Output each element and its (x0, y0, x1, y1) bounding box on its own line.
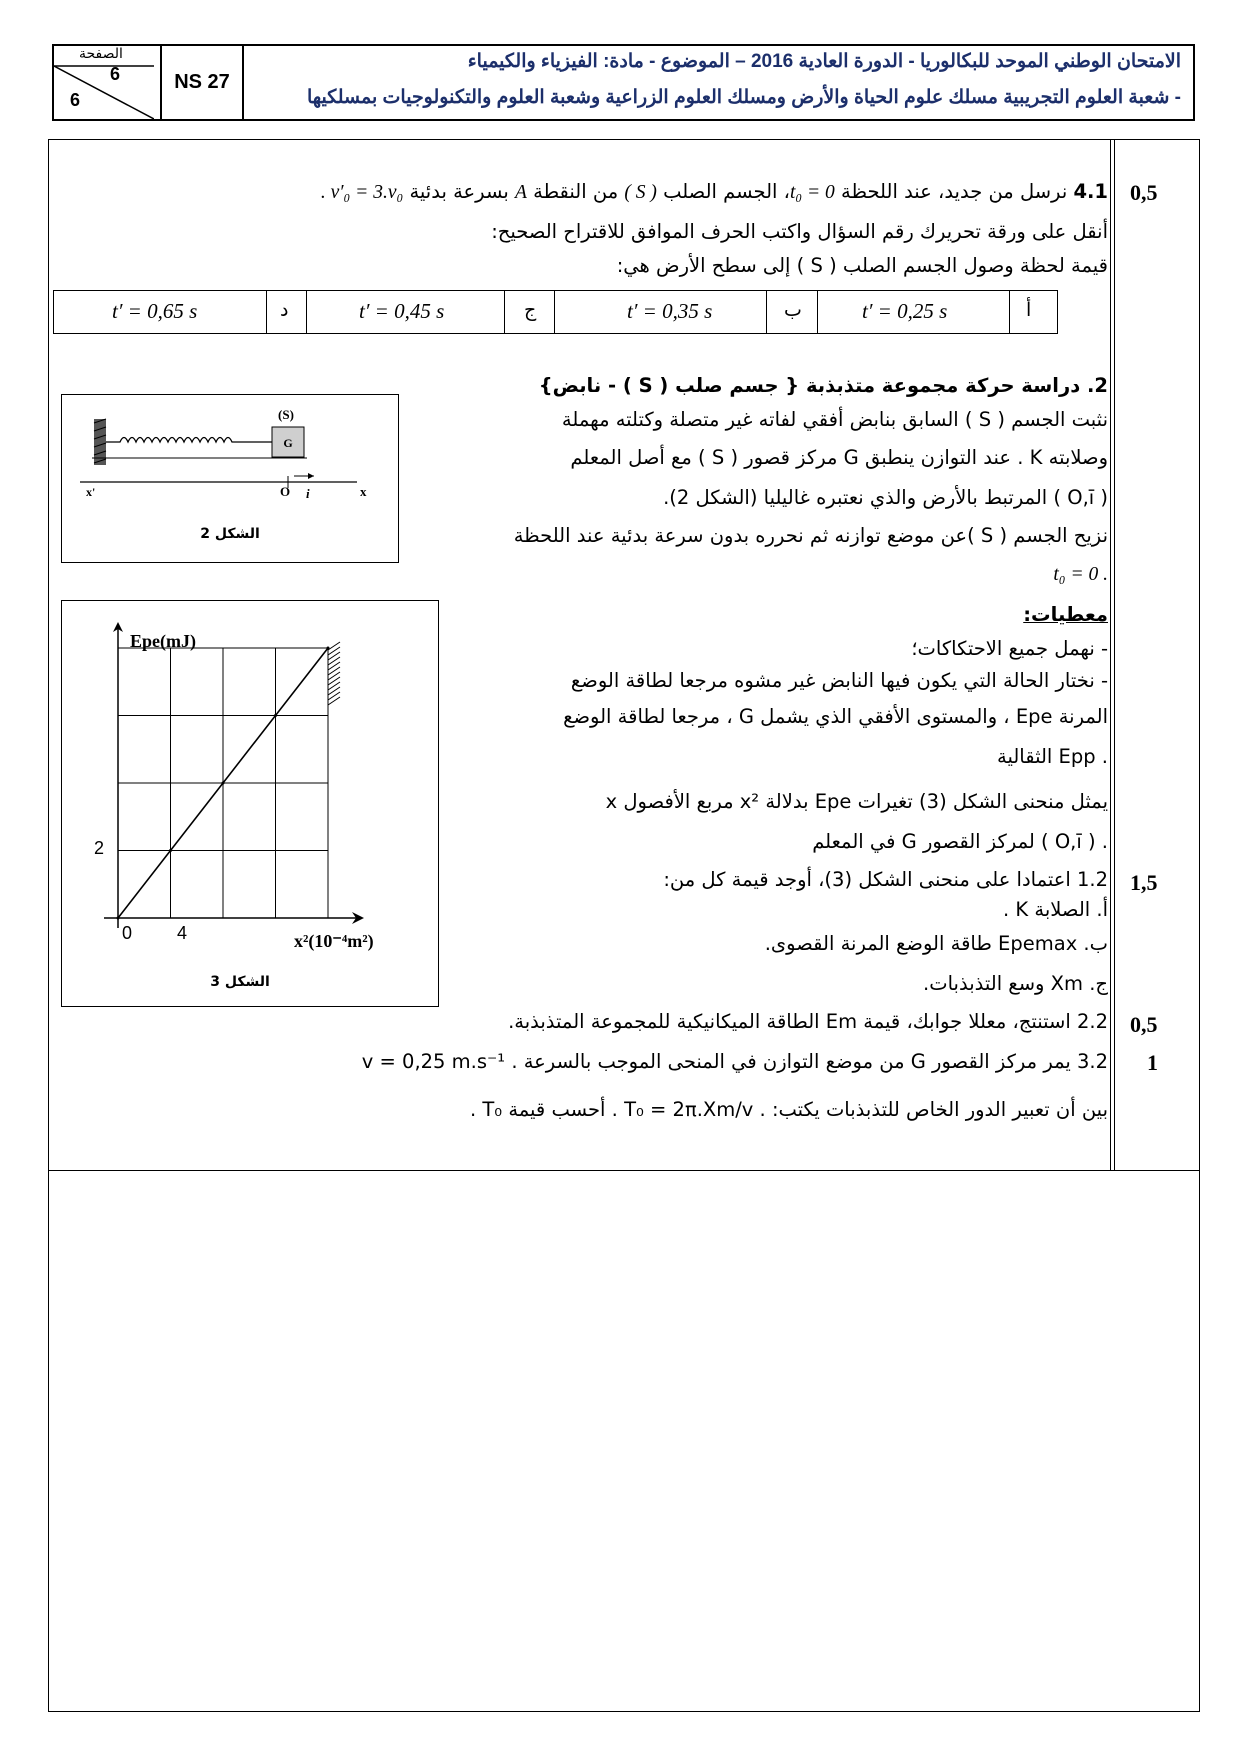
fig3-caption: الشكل 3 (210, 974, 270, 990)
figure-3 (61, 600, 439, 1007)
q41-a: A (514, 182, 527, 203)
fig2-caption: الشكل 2 (200, 526, 260, 542)
part2-p1: نثبت الجسم ( S ) السابق بنابض أفقي لفاته غير متصلة وكتلته مهملة (561, 408, 1108, 431)
data-point (117, 917, 120, 920)
tick-x-4: 4 (177, 923, 188, 943)
g-label: G (283, 436, 293, 450)
data-d2: - نختار الحالة التي يكون فيها النابض غير مشوه مرجعا لطاقة الوضع (570, 669, 1108, 692)
page-label: الصفحة (79, 46, 123, 62)
data-d6: . ( O,ī ) لمركز القصور G في المعلم (812, 830, 1108, 853)
i-label: i (306, 486, 310, 501)
q41-text-c: من النقطة (533, 180, 619, 203)
y-axis-label: Epe(mJ) (130, 631, 196, 651)
score-column-divider (1110, 139, 1111, 1170)
score-q12: 1,5 (1130, 870, 1158, 895)
data-d3: المرنة Epe ، والمستوى الأفقي الذي يشمل G ، مرجعا لطاقة الوضع (563, 705, 1108, 728)
figure-2 (61, 394, 399, 563)
data-d4: . Epp الثقالية (996, 745, 1108, 768)
data-point (222, 782, 225, 785)
data-title: معطيات: (1023, 603, 1108, 626)
page-number-box (54, 46, 154, 119)
exam-code: NS 27 (160, 46, 244, 119)
header-title-line1: الامتحان الوطني الموحد للبكالوريا - الدورة العادية 2016 – الموضوع - مادة: الفيزياء والكيمياء (467, 51, 1181, 72)
part2-p4: نزيح الجسم ( S )عن موضع توازنه ثم نحرره بدون سرعة بدئية عند اللحظة (513, 524, 1108, 547)
option-value-a: t′ = 0,25 s (862, 299, 948, 323)
energy-chart (62, 601, 438, 1006)
page-total: 6 (70, 90, 81, 110)
x-label: x (360, 484, 367, 499)
q41-text-b: ، الجسم الصلب (663, 180, 790, 203)
q32-line1: 3.2 يمر مركز القصور G من موضع التوازن في المنحى الموجب بالسرعة . v = 0,25 m.s⁻¹ (361, 1050, 1108, 1073)
q22-line: 2.2 استنتج، معللا جوابك، قيمة Em الطاقة الميكانيكية للمجموعة المتذبذبة. (508, 1010, 1108, 1033)
q41-text-a: نرسل من جديد، عند اللحظة (841, 180, 1068, 203)
q41-line2: أنقل على ورقة تحريرك رقم السؤال واكتب الحرف الموافق للاقتراح الصحيح: (491, 220, 1108, 243)
part2-p3: ( O,ī ) المرتبط بالأرض والذي نعتبره غاليليا (الشكل 2). (663, 486, 1108, 509)
score-q32: 1 (1147, 1050, 1158, 1075)
q41-text-d: بسرعة بدئية (409, 180, 509, 203)
q32-line2: بين أن تعبير الدور الخاص للتذبذبات يكتب: . T₀ = 2π.Xm/v . أحسب قيمة T₀ . (469, 1098, 1108, 1121)
score-q41: 0,5 (1130, 180, 1158, 205)
tick-origin: 0 (122, 923, 133, 943)
q12-b: ب. Epemax طاقة الوضع المرنة القصوى. (764, 932, 1108, 955)
data-point (274, 714, 277, 717)
o-label: O (280, 484, 291, 499)
q41-v: . v′₀ = 3.v₀ (320, 182, 404, 203)
score-q22: 0,5 (1130, 1012, 1158, 1037)
part2-p5: . t₀ = 0 (1053, 564, 1108, 585)
q12-a: أ. الصلابة K . (1002, 898, 1108, 921)
data-d1: - نهمل جميع الاحتكاكات؛ (911, 637, 1108, 660)
spring-diagram (62, 395, 398, 562)
score-column-divider-2 (1114, 139, 1115, 1170)
part2-title: 2. دراسة حركة مجموعة متذبذبة { جسم صلب ( S ) - نابض} (538, 374, 1108, 397)
options-table (53, 290, 1058, 334)
s-label: (S) (278, 407, 294, 422)
option-value-c: t′ = 0,45 s (359, 299, 445, 323)
q41-number: 4.1 (1073, 180, 1108, 203)
option-letter-d: د (280, 299, 289, 321)
exam-header (52, 44, 1195, 121)
option-value-d: t′ = 0,65 s (112, 299, 198, 323)
tick-y-2: 2 (94, 838, 105, 858)
blank-area-frame (48, 1169, 1200, 1712)
option-letter-c: ج (524, 299, 537, 321)
q12-c: ج. Xm وسع التذبذبات. (923, 972, 1108, 995)
option-letter-a: أ (1026, 299, 1032, 321)
data-point (327, 647, 330, 650)
option-letter-b: ب (784, 299, 802, 321)
spring-icon (106, 438, 272, 443)
q41-line1 (321, 180, 1108, 204)
q41-line3: قيمة لحظة وصول الجسم الصلب ( S ) إلى سطح الأرض هي: (616, 254, 1108, 277)
part2-p2: وصلابته K . عند التوازن ينطبق G مركز قصور ( S ) مع أصل المعلم (570, 446, 1108, 469)
header-title-line2: - شعبة العلوم التجريبية مسلك علوم الحياة والأرض ومسلك العلوم الزراعية وشعبة العلوم والتكنولوجيات بمسلكيها (306, 87, 1181, 108)
q12-line: 1.2 اعتمادا على منحنى الشكل (3)، أوجد قيمة كل من: (663, 868, 1108, 891)
page-current: 6 (110, 64, 121, 84)
x-axis-label: x²(10⁻⁴m²) (294, 931, 374, 951)
q41-t0: t₀ = 0 (789, 182, 835, 203)
data-d5: يمثل منحنى الشكل (3) تغيرات Epe بدلالة x² مربع الأفصول x (605, 790, 1108, 813)
q41-s: ( S ) (624, 182, 657, 203)
option-value-b: t′ = 0,35 s (627, 299, 713, 323)
x-prime-label: x' (86, 485, 96, 499)
